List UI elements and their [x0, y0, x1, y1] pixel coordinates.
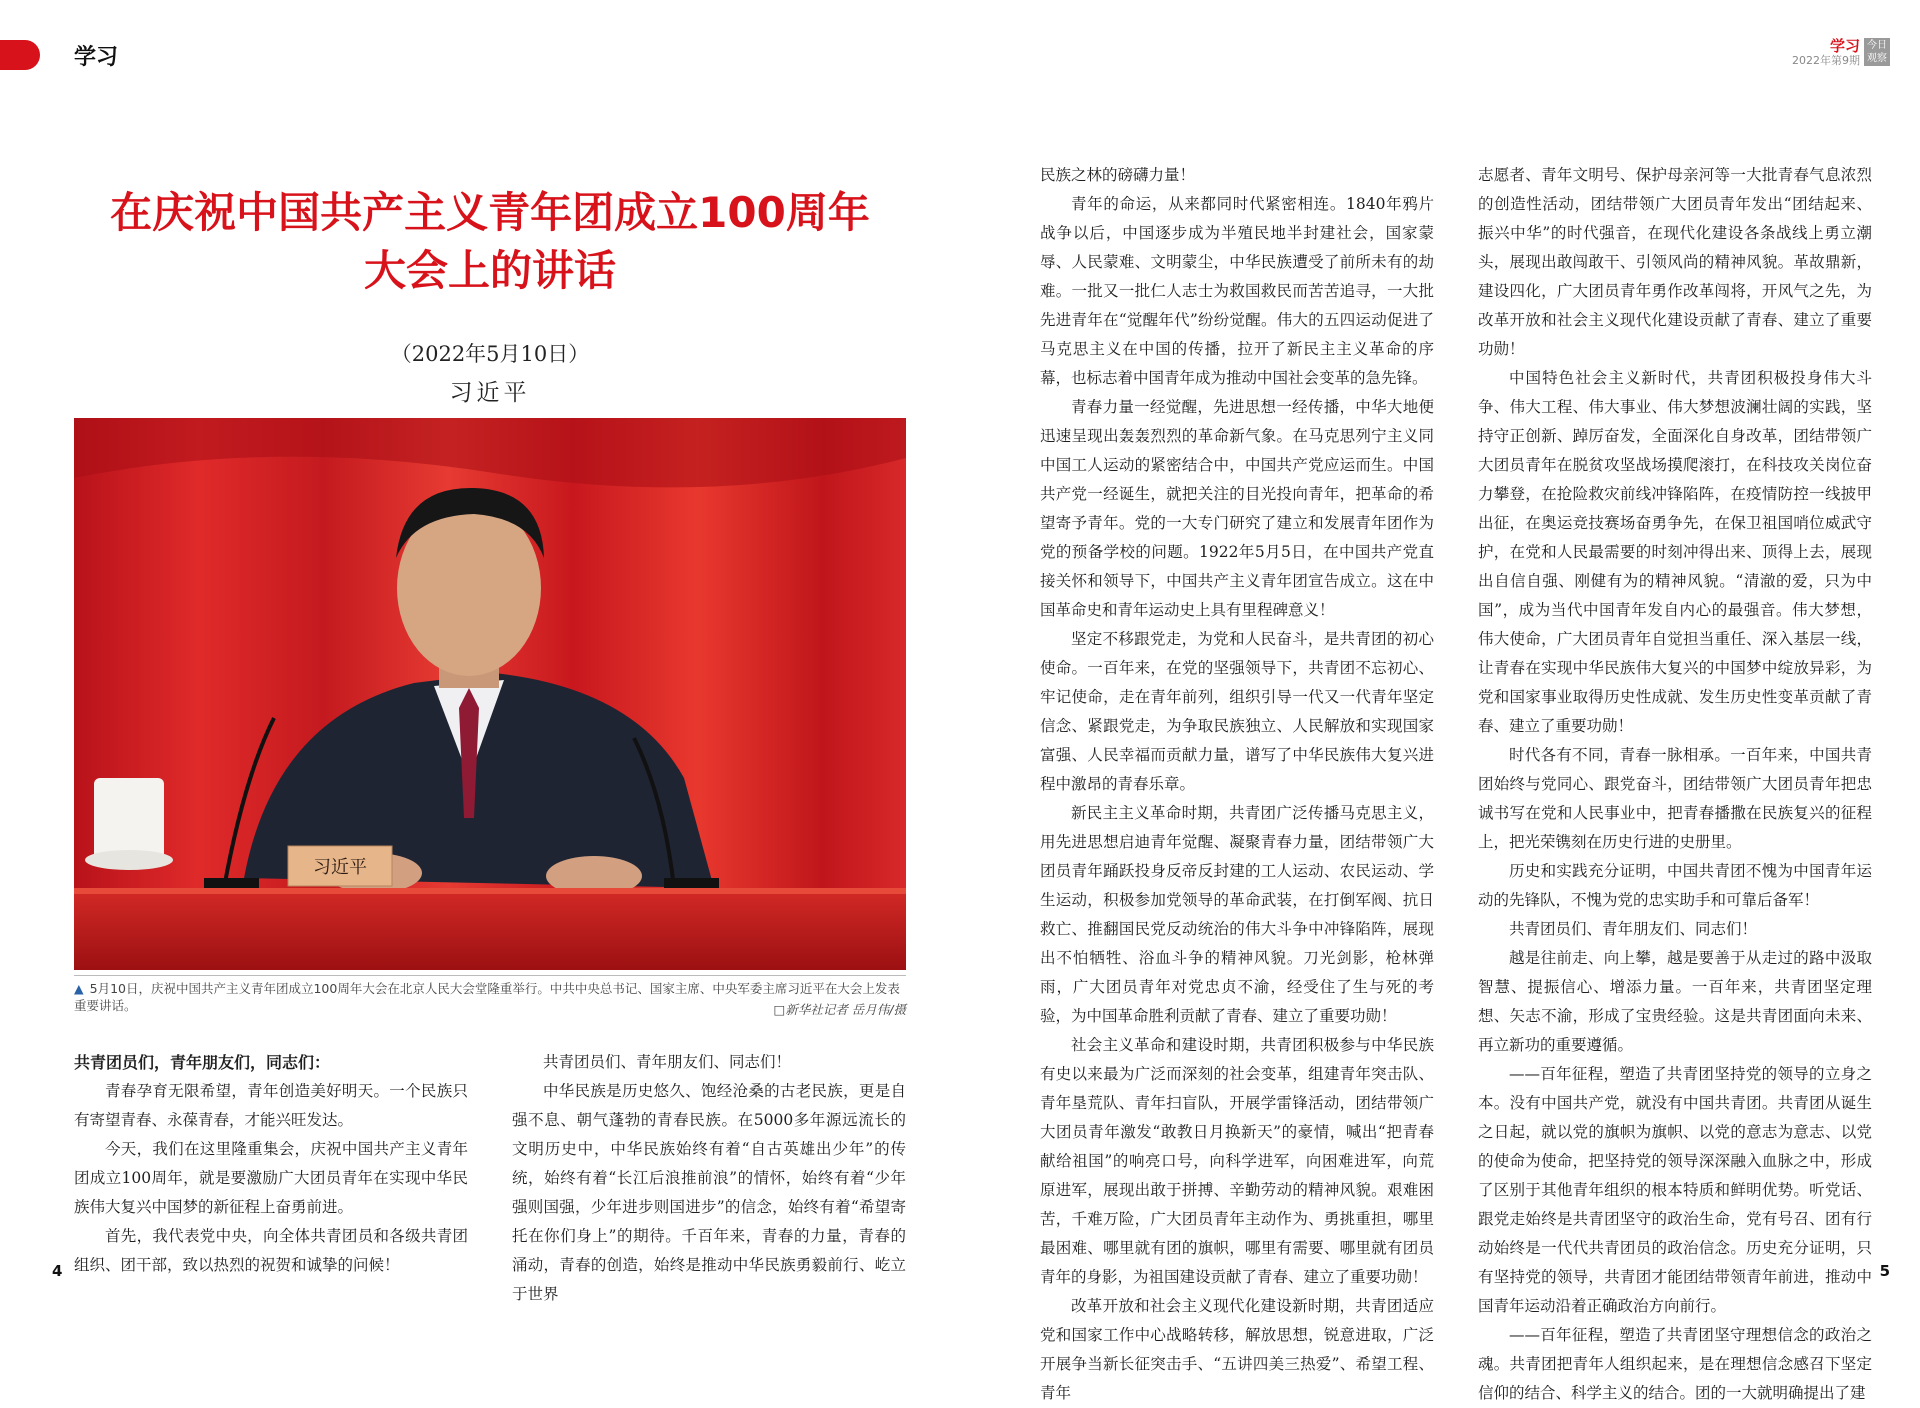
salutation: 共青团员们，青年朋友们，同志们： — [74, 1053, 331, 1072]
text-column-1 — [74, 1048, 468, 1280]
paragraph: 时代各有不同，青春一脉相承。一百年来，中国共青团始终与党同心、跟党奋斗，团结带领广大团员青年把忠诚书写在党和人民事业中，把青春播撒在民族复兴的征程上，把光荣镌刻在历史行进的史册里。 — [1478, 746, 1872, 851]
paragraph: ——百年征程，塑造了共青团坚守理想信念的政治之魂。共青团把青年人组织起来，是在理想信念感召下坚定信仰的结合、科学主义的结合。团的一大就明确提出了建 — [1478, 1326, 1872, 1402]
paragraph: 社会主义革命和建设时期，共青团积极参与中华民族有史以来最为广泛而深刻的社会变革，组建青年突击队、青年垦荒队、青年扫盲队，开展学雷锋活动，团结带领广大团员青年激发“敢教日月换新天”的豪情，喊出“把青春献给祖国”的响亮口号，向科学进军，向困难进军，向荒原进军，展现出敢于拼搏、辛勤劳动的精神风貌。艰难困苦，千难万险，广大团员青年主动作为、勇挑重担，哪里最困难、哪里就有团的旗帜，哪里有需要、哪里就有团员青年的身影，为祖国建设贡献了青春、建立了重要功勋！ — [1040, 1036, 1434, 1286]
brand-logo: 今日 观察 — [1864, 38, 1890, 66]
paragraph: 青春孕育无限希望，青年创造美好明天。一个民族只有寄望青春、永葆青春，才能兴旺发达。 — [74, 1082, 468, 1129]
paragraph: 历史和实践充分证明，中国共青团不愧为中国青年运动的先锋队，不愧为党的忠实助手和可靠后备军！ — [1478, 862, 1872, 909]
nameplate: 习近平 — [313, 857, 367, 878]
paragraph: 中国特色社会主义新时代，共青团积极投身伟大斗争、伟大工程、伟大事业、伟大梦想波澜壮阔的实践，坚持守正创新、踔厉奋发，全面深化自身改革，团结带领广大团员青年在脱贫攻坚战场摸爬滚打，在科技攻关岗位奋力攀登，在抢险救灾前线冲锋陷阵，在疫情防控一线披甲出征，在奥运竞技赛场奋勇争先，在保卫祖国哨位威武守护，在党和人民最需要的时刻冲得出来、顶得上去，展现出自信自强、刚健有为的精神风貌。“清澈的爱，只为中国”，成为当代中国青年发自内心的最强音。伟大梦想，伟大使命，广大团员青年自觉担当重任、深入基层一线，让青春在实现中华民族伟大复兴的中国梦中绽放异彩，为党和国家事业取得历史性成就、发生历史性变革贡献了青春、建立了重要功勋！ — [1478, 369, 1872, 735]
paragraph-continued: 志愿者、青年文明号、保护母亲河等一大批青春气息浓烈的创造性活动，团结带领广大团员青年发出“团结起来、振兴中华”的时代强音，在现代化建设各条战线上勇立潮头，展现出敢闯敢干、引领风尚的精神风貌。革故鼎新，建设四化，广大团员青年勇作改革闯将，开风气之先，为改革开放和社会主义现代化建设贡献了青春、建立了重要功勋！ — [1478, 166, 1872, 358]
page-number-right: 5 — [1879, 1262, 1890, 1280]
paragraph: ——百年征程，塑造了共青团坚持党的领导的立身之本。没有中国共产党，就没有中国共青团。共青团从诞生之日起，就以党的旗帜为旗帜、以党的意志为意志、以党的使命为使命，把坚持党的领导深深融入血脉之中，形成了区别于其他青年组织的根本特质和鲜明优势。听党话、跟党走始终是共青团坚守的政治生命，党有号召、团有行动始终是一代代共青团员的政治信念。历史充分证明，只有坚持党的领导，共青团才能团结带领青年前进，推动中国青年运动沿着正确政治方向前行。 — [1478, 1065, 1872, 1315]
caption-triangle-icon: ▲ — [74, 981, 84, 996]
text-column-2 — [512, 1048, 906, 1309]
section-label: 学习 — [74, 45, 119, 70]
paragraph: 越是往前走、向上攀，越是要善于从走过的路中汲取智慧、提振信心、增添力量。一百年来，共青团坚定理想、矢志不渝，形成了宝贵经验。这是共青团面向未来、再立新功的重要遵循。 — [1478, 949, 1872, 1054]
brand-title: 学习 — [1829, 37, 1860, 55]
paragraph: 青春力量一经觉醒，先进思想一经传播，中华大地便迅速呈现出轰轰烈烈的革命新气象。在马克思列宁主义同中国工人运动的紧密结合中，中国共产党应运而生。中国共产党一经诞生，就把关注的目光投向青年，把革命的希望寄予青年。党的一大专门研究了建立和发展青年团作为党的预备学校的问题。1922年5月5日，在中国共产党直接关怀和领导下，中国共产主义青年团宣告成立。这在中国革命史和青年运动史上具有里程碑意义！ — [1040, 398, 1434, 619]
caption-divider — [74, 975, 906, 976]
text-column-4 — [1478, 161, 1872, 1408]
paragraph: 首先，我代表党中央，向全体共青团员和各级共青团组织、团干部，致以热烈的祝贺和诚挚的问候！ — [74, 1227, 468, 1274]
section-marker — [0, 40, 40, 70]
paragraph: 中华民族是历史悠久、饱经沧桑的古老民族，更是自强不息、朝气蓬勃的青春民族。在5000多年源远流长的文明历史中，中华民族始终有着“自古英雄出少年”的传统，始终有着“长江后浪推前浪”的情怀，始终有着“少年强则国强，少年进步则国进步”的信念，始终有着“希望寄托在你们身上”的期待。千百年来，青春的力量，青春的涌动，青春的创造，始终是推动中华民族勇毅前行、屹立于世界 — [512, 1082, 906, 1303]
paragraph-continued: 民族之林的磅礴力量！ — [1040, 166, 1196, 184]
author: 习近平 — [449, 380, 531, 406]
title-line-2: 大会上的讲话 — [363, 246, 616, 295]
magazine-brand — [1792, 38, 1890, 68]
title-line-1: 在庆祝中国共产主义青年团成立100周年 — [110, 188, 870, 237]
paragraph: 坚定不移跟党走，为党和人民奋斗，是共青团的初心使命。一百年来，在党的坚强领导下，共青团不忘初心、牢记使命，走在青年前列，组织引导一代又一代青年坚定信念、紧跟党走，为争取民族独立、人民解放和实现国家富强、人民幸福而贡献力量，谱写了中华民族伟大复兴进程中激昂的青春乐章。 — [1040, 630, 1434, 793]
photo-credit: □新华社记者 岳月伟/摄 — [773, 1002, 906, 1017]
speech-photo — [74, 418, 906, 970]
speech-date: （2022年5月10日） — [390, 342, 590, 366]
paragraph: 共青团员们、青年朋友们、同志们！ — [1509, 920, 1758, 938]
caption-text: 5月10日，庆祝中国共产主义青年团成立100周年大会在北京人民大会堂隆重举行。中共中央总书记、国家主席、中央军委主席习近平在大会上发表重要讲话。 — [74, 981, 900, 1013]
paragraph: 改革开放和社会主义现代化建设新时期，共青团适应党和国家工作中心战略转移，解放思想，锐意进取，广泛开展争当新长征突击手、“五讲四美三热爱”、希望工程、青年 — [1040, 1297, 1434, 1402]
text-column-3 — [1040, 161, 1434, 1408]
paragraph: 青年的命运，从来都同时代紧密相连。1840年鸦片战争以后，中国逐步成为半殖民地半封建社会，国家蒙辱、人民蒙难、文明蒙尘，中华民族遭受了前所未有的劫难。一批又一批仁人志士为救国救民而苦苦追寻，一大批先进青年在“觉醒年代”纷纷觉醒。伟大的五四运动促进了马克思主义在中国的传播，拉开了新民主主义革命的序幕，也标志着中国青年成为推动中国社会变革的急先锋。 — [1040, 195, 1434, 387]
paragraph: 共青团员们、青年朋友们、同志们！ — [543, 1053, 792, 1071]
page-number-left: 4 — [52, 1262, 63, 1280]
issue-number: 2022年第9期 — [1792, 54, 1860, 67]
article-title — [74, 184, 906, 300]
paragraph: 今天，我们在这里隆重集会，庆祝中国共产主义青年团成立100周年，就是要激励广大团员青年在实现中华民族伟大复兴中国梦的新征程上奋勇前进。 — [74, 1140, 468, 1216]
paragraph: 新民主主义革命时期，共青团广泛传播马克思主义，用先进思想启迪青年觉醒、凝聚青春力量，团结带领广大团员青年踊跃投身反帝反封建的工人运动、农民运动、学生运动，积极参加党领导的革命武装，在打倒军阀、抗日救亡、推翻国民党反动统治的伟大斗争中冲锋陷阵，展现出不怕牺牲、浴血斗争的精神风貌。刀光剑影，枪林弹雨，广大团员青年对党忠贞不渝，经受住了生与死的考验，为中国革命胜利贡献了青春、建立了重要功勋！ — [1040, 804, 1434, 1025]
